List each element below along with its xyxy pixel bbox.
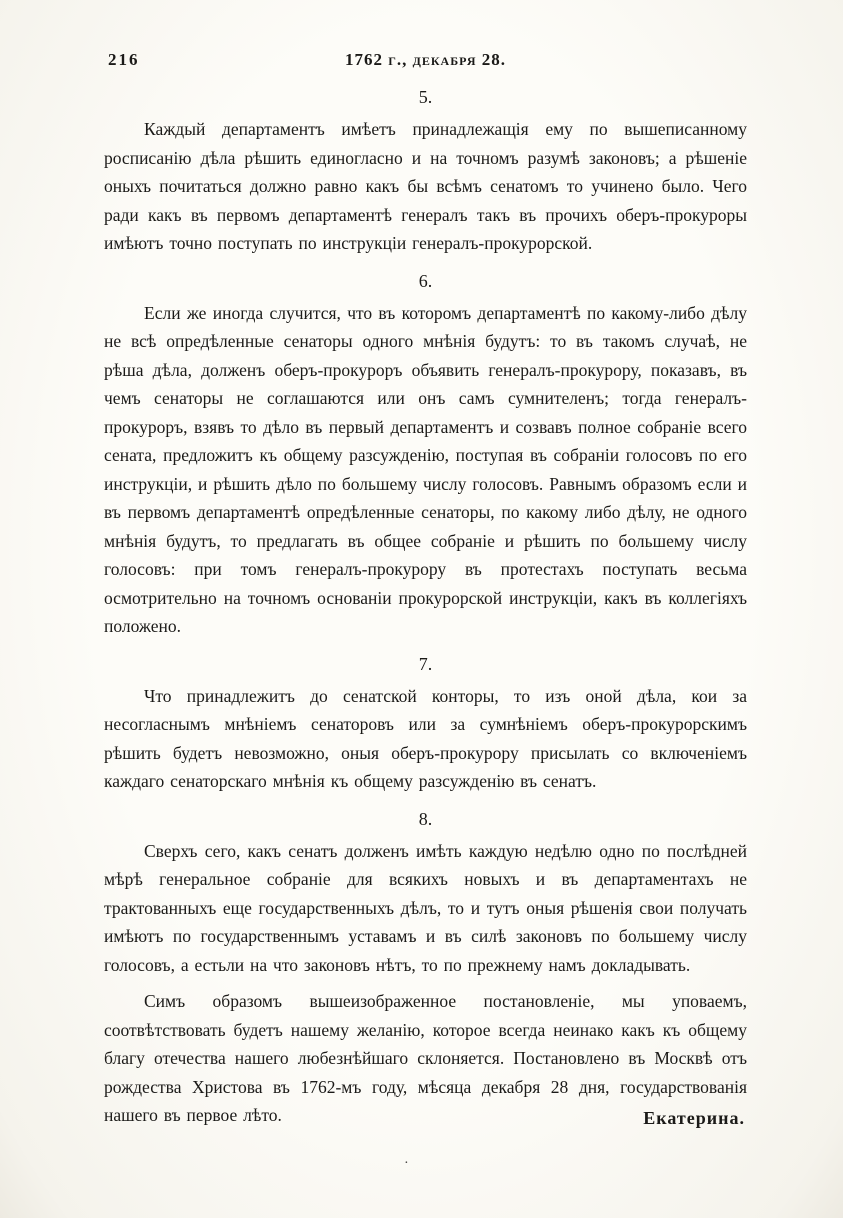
document-body bbox=[104, 86, 747, 1130]
footer-mark: . bbox=[404, 1152, 409, 1167]
section-7-paragraph: Что принадлежитъ до сенатской конторы, то изъ оной дѣла, кои за несогласнымъ мнѣніемъ сенаторовъ или за сумнѣніемъ оберъ-прокурорскимъ рѣшить будетъ невозможно, оныя оберъ-прокурору присылать со включеніемъ каждаго сенаторскаго мнѣнія къ общему разсужденію въ сенатъ. bbox=[104, 685, 747, 791]
section-8 bbox=[104, 808, 747, 980]
closing-block bbox=[104, 987, 747, 1130]
section-8-paragraph: Сверхъ сего, какъ сенатъ долженъ имѣть каждую недѣлю одно по послѣдней мѣрѣ генеральное собраніе для всякихъ новыхъ и въ департаментахъ не трактованныхъ еще государственныхъ дѣлъ, то и тутъ оныя рѣшенія свои получать имѣютъ по государственнымъ уставамъ и въ силѣ законовъ по большему числу голосовъ, а естьли на что законовъ нѣтъ, то по прежнему намъ докладывать. bbox=[104, 840, 747, 975]
section-6 bbox=[104, 270, 747, 641]
signature: Екатерина. bbox=[643, 1107, 745, 1128]
section-5-number: 5. bbox=[418, 87, 433, 107]
section-5 bbox=[104, 86, 747, 258]
section-8-number: 8. bbox=[418, 808, 433, 829]
section-7 bbox=[104, 653, 747, 796]
closing-paragraph: Симъ образомъ вышеизображенное постановленіе, мы уповаемъ, соотвѣтствовать будетъ нашему желанію, которое всегда неинако какъ къ общему благу отечества нашего любезнѣйшаго склоняется. Постановлено въ Москвѣ отъ рождества Христова въ 1762-мъ году, мѣсяца декабря 28 дня, государствованія нашего въ первое лѣто. bbox=[104, 991, 747, 1125]
section-6-number: 6. bbox=[418, 270, 433, 291]
running-title: 1762 г., декабря 28. bbox=[344, 50, 507, 69]
section-7-number: 7. bbox=[418, 653, 433, 674]
section-5-paragraph: Каждый департаментъ имѣетъ принадлежащія ему по вышеписанному росписанію дѣла рѣшить единогласно и на точномъ разумѣ законовъ; а рѣшеніе оныхъ почитаться должно равно какъ бы всѣмъ сенатомъ то учинено было. Чего ради какъ въ первомъ департаментѣ генералъ такъ въ прочихъ оберъ-прокуроры имѣютъ точно поступать по инструкціи генералъ-прокурорской. bbox=[104, 119, 747, 253]
page-header bbox=[104, 50, 747, 74]
section-6-paragraph: Если же иногда случится, что въ которомъ департаментѣ по какому-либо дѣлу не всѣ опредѣленные сенаторы одного мнѣнія будутъ: то въ такомъ случаѣ, не рѣша дѣла, долженъ оберъ-прокуроръ объявить генералъ-прокурору, показавъ, въ чемъ сенаторы не соглашаются или онъ самъ сумнителенъ; тогда генералъ-прокуроръ, взявъ то дѣло въ первый департаментъ и созвавъ полное собраніе всего сената, предложитъ къ общему разсужденію, поступая въ собраніи голосовъ по его инструкціи, и рѣшить дѣло по большему числу голосовъ. Равнымъ образомъ если и въ первомъ департаментѣ опредѣленные сенаторы, по какому либо дѣлу, не одного мнѣнія будутъ, то предлагать въ общее собраніе и рѣшить по большему числу голосовъ: при томъ генералъ-прокурору въ протестахъ поступать весьма осмотрительно на точномъ основаніи прокурорской инструкціи, какъ въ коллегіяхъ положено. bbox=[104, 302, 747, 636]
page-number: 216 bbox=[108, 50, 140, 69]
